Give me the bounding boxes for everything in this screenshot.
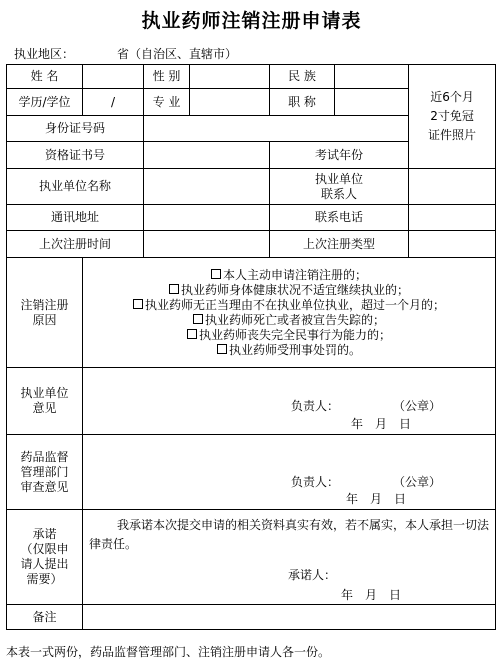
unit-opinion-label — [7, 368, 83, 435]
reason-text: 执业药师身体健康状况不适宜继续执业的； — [181, 282, 410, 297]
pledge-field[interactable] — [83, 510, 496, 605]
unit-contact-field[interactable] — [409, 169, 496, 205]
regulator-responsible-label: 负责人： — [291, 475, 340, 489]
id-label: 身份证号码 — [7, 116, 144, 142]
regulator-label-line-2: 管理部门 — [20, 464, 69, 479]
regulator-seal-label: （公章） — [393, 475, 442, 489]
regulator-label-line-3: 审查意见 — [20, 479, 69, 494]
reason-text: 本人主动申请注销注册的； — [223, 267, 368, 282]
reason-option[interactable] — [83, 343, 495, 358]
last-reg-time-label: 上次注册时间 — [7, 231, 144, 258]
checkbox-icon[interactable] — [187, 329, 197, 339]
unit-responsible-label: 负责人： — [291, 399, 340, 413]
pledge-date-label: 年 月 日 — [341, 588, 402, 602]
checkbox-icon[interactable] — [133, 299, 143, 309]
pledge-label-line-3: 请人提出 — [20, 557, 69, 571]
regulator-opinion-field[interactable] — [83, 435, 496, 510]
cert-label: 资格证书号 — [7, 142, 144, 169]
unit-date-label: 年 月 日 — [351, 417, 412, 431]
cancel-reason-options — [83, 258, 496, 368]
education-field[interactable] — [83, 89, 144, 116]
region-label: 执业地区： — [14, 47, 75, 61]
name-label: 姓 名 — [7, 65, 83, 89]
major-field[interactable] — [190, 89, 270, 116]
unit-opinion-label-line-2: 意见 — [32, 401, 57, 415]
unit-contact-label — [270, 169, 409, 205]
reason-option[interactable] — [83, 328, 495, 343]
regulator-label-line-1: 药品监督 — [20, 449, 69, 464]
pledge-label-line-4: 需要） — [26, 572, 63, 586]
reason-option[interactable] — [83, 313, 495, 328]
pledge-label — [7, 510, 83, 605]
address-field[interactable] — [144, 205, 270, 231]
title-label: 职 称 — [270, 89, 335, 116]
name-field[interactable] — [83, 65, 144, 89]
pledge-statement: 我承诺本次提交申请的相关资料真实有效，若不属实，本人承担一切法律责任。 — [89, 518, 490, 551]
checkbox-icon[interactable] — [217, 344, 227, 354]
photo-note-line-2: 2寸免冠 — [430, 109, 474, 123]
application-form-table — [6, 64, 496, 630]
last-reg-type-field[interactable] — [409, 231, 496, 258]
sex-field[interactable] — [190, 65, 270, 89]
unit-seal-label: （公章） — [393, 399, 442, 413]
pledge-label-line-2: （仅限申 — [20, 542, 69, 556]
footer-note: 本表一式两份，药品监督管理部门、注销注册申请人各一份。 — [6, 645, 331, 659]
cert-field[interactable] — [144, 142, 270, 169]
id-field[interactable] — [144, 116, 409, 142]
regulator-opinion-label — [7, 435, 83, 510]
last-reg-time-field[interactable] — [144, 231, 270, 258]
pledge-label-line-1: 承诺 — [32, 527, 57, 541]
cancel-reason-label-line-1: 注销注册 — [20, 297, 69, 312]
major-label: 专 业 — [144, 89, 190, 116]
exam-year-label: 考试年份 — [270, 142, 409, 169]
title-field[interactable] — [335, 89, 409, 116]
cancel-reason-label-line-2: 原因 — [32, 312, 57, 327]
cancel-reason-label — [7, 258, 83, 368]
last-reg-type-label: 上次注册类型 — [270, 231, 409, 258]
phone-field[interactable] — [409, 205, 496, 231]
checkbox-icon[interactable] — [193, 314, 203, 324]
unit-contact-label-line-1: 执业单位 — [314, 171, 363, 186]
form-title: 执业药师注销注册申请表 — [141, 10, 362, 32]
photo-note-line-3: 证件照片 — [428, 128, 477, 142]
sex-label: 性 别 — [144, 65, 190, 89]
unit-opinion-field[interactable] — [83, 368, 496, 435]
unit-name-field[interactable] — [144, 169, 270, 205]
pledger-label: 承诺人： — [288, 568, 337, 582]
ethnicity-label: 民 族 — [270, 65, 335, 89]
remarks-label: 备注 — [7, 605, 83, 630]
reason-option[interactable] — [83, 283, 495, 298]
reason-option[interactable] — [83, 268, 495, 283]
unit-name-label: 执业单位名称 — [7, 169, 144, 205]
unit-contact-label-line-2: 联系人 — [320, 186, 357, 201]
regulator-date-label: 年 月 日 — [346, 492, 407, 506]
reason-text: 执业药师受刑事处罚的。 — [229, 342, 362, 357]
remarks-field[interactable] — [83, 605, 496, 630]
photo-area[interactable] — [409, 65, 496, 169]
reason-text: 执业药师无正当理由不在执业单位执业，超过一个月的； — [145, 297, 446, 312]
phone-label: 联系电话 — [270, 205, 409, 231]
reason-text: 执业药师丧失完全民事行为能力的； — [199, 327, 392, 342]
education-separator: / — [110, 94, 116, 109]
checkbox-icon[interactable] — [169, 284, 179, 294]
reason-text: 执业药师死亡或者被宣告失踪的； — [205, 312, 386, 327]
address-label: 通讯地址 — [7, 205, 144, 231]
checkbox-icon[interactable] — [211, 269, 221, 279]
unit-opinion-label-line-1: 执业单位 — [20, 386, 69, 400]
region-suffix: 省（自治区、直辖市） — [117, 47, 238, 61]
ethnicity-field[interactable] — [335, 65, 409, 89]
photo-note-line-1: 近6个月 — [430, 90, 474, 104]
reason-option[interactable] — [83, 298, 495, 313]
education-label: 学历/学位 — [7, 89, 83, 116]
